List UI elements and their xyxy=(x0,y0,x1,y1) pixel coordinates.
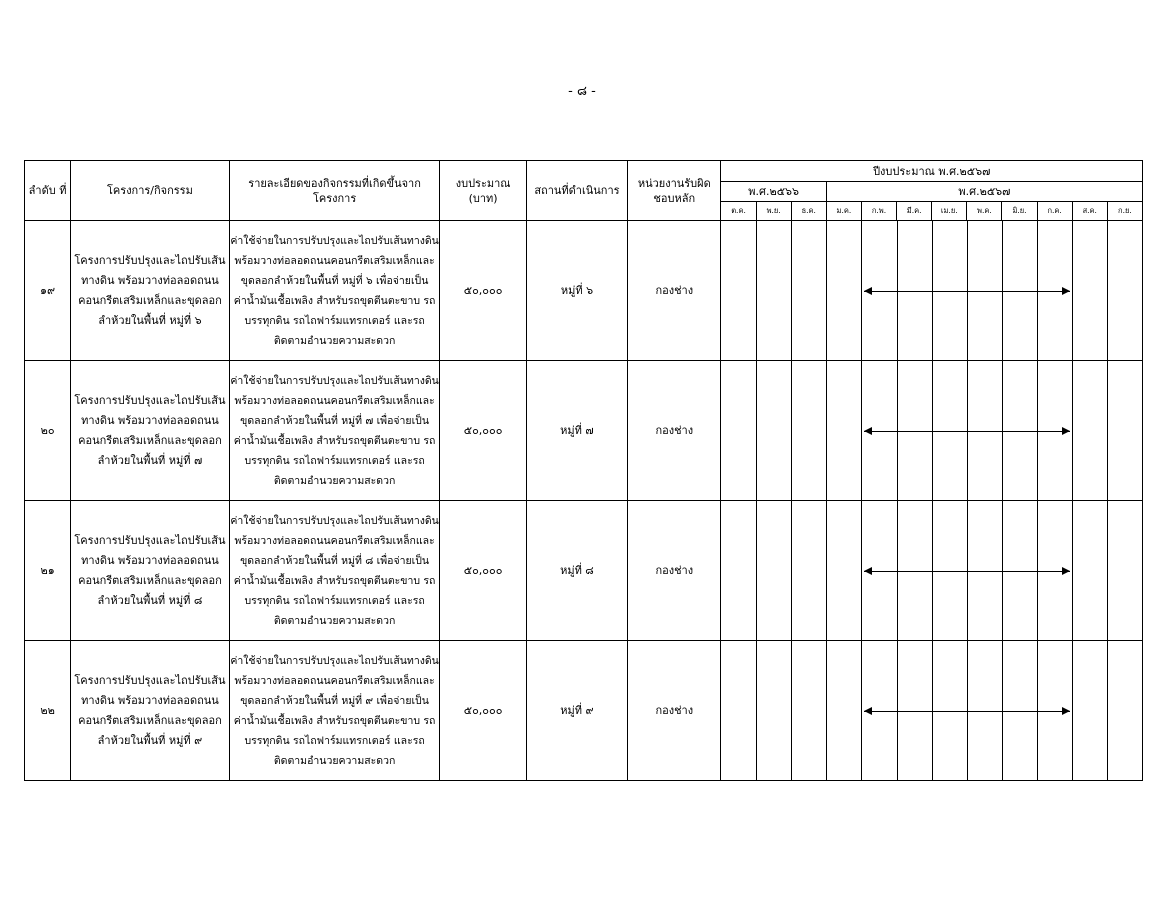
row-number: ๒๐ xyxy=(25,361,71,501)
month-header: ส.ค. xyxy=(1072,202,1107,221)
month-header: พ.ค. xyxy=(967,202,1002,221)
page-number: - ๘ - xyxy=(568,84,596,99)
month-cell xyxy=(791,221,826,361)
header-fiscal-year: ปีงบประมาณ พ.ศ.๒๕๖๗ xyxy=(721,161,1143,182)
arrow-right-icon xyxy=(1062,707,1070,715)
month-header: พ.ย. xyxy=(756,202,791,221)
project-plan-table xyxy=(24,160,1143,781)
budget-amount: ๕๐,๐๐๐ xyxy=(440,641,526,781)
project-name: โครงการปรับปรุงและไถปรับเส้นทางดิน พร้อมวางท่อลอดถนนคอนกรีตเสริมเหล็กและขุดลอกลำห้วยในพื้นที่ หมู่ที่ ๙ xyxy=(71,641,230,781)
timeline-arrow xyxy=(864,221,1070,360)
timeline-cell xyxy=(861,501,1072,641)
month-cell xyxy=(1072,221,1107,361)
arrow-left-icon xyxy=(864,567,872,575)
responsible-agency: กองช่าง xyxy=(628,641,721,781)
row-number: ๑๙ xyxy=(25,221,71,361)
month-cell xyxy=(756,641,791,781)
month-cell xyxy=(826,221,861,361)
month-cell xyxy=(1107,221,1142,361)
arrow-left-icon xyxy=(864,427,872,435)
arrow-right-icon xyxy=(1062,427,1070,435)
header-no: ลำดับ ที่ xyxy=(25,161,71,221)
arrow-right-icon xyxy=(1062,287,1070,295)
responsible-agency: กองช่าง xyxy=(628,221,721,361)
table-row xyxy=(25,361,1143,501)
arrow-left-icon xyxy=(864,287,872,295)
timeline-arrow xyxy=(864,641,1070,780)
month-header: ธ.ค. xyxy=(791,202,826,221)
arrow-right-icon xyxy=(1062,567,1070,575)
activity-detail: ค่าใช้จ่ายในการปรับปรุงและไถปรับเส้นทางดิน พร้อมวางท่อลอดถนนคอนกรีตเสริมเหล็กและขุดลอกลำห้วยในพื้นที่ หมู่ที่ ๘ เพื่อจ่ายเป็นค่าน้ำมันเชื้อเพลิง สำหรับรถขุดตีนตะขาบ รถบรรทุกดิน รถไถฟาร์มแทรกเตอร์ และรถติดตามอำนวยความสะดวก xyxy=(229,501,440,641)
month-header: ก.พ. xyxy=(861,202,896,221)
responsible-agency: กองช่าง xyxy=(628,501,721,641)
header-project: โครงการ/กิจกรรม xyxy=(71,161,230,221)
timeline-cell xyxy=(861,641,1072,781)
row-number: ๒๑ xyxy=(25,501,71,641)
arrow-line xyxy=(864,291,1070,292)
header-location: สถานที่ดำเนินการ xyxy=(526,161,627,221)
table-row xyxy=(25,221,1143,361)
responsible-agency: กองช่าง xyxy=(628,361,721,501)
location: หมู่ที่ ๘ xyxy=(526,501,627,641)
month-cell xyxy=(1107,501,1142,641)
timeline-cell xyxy=(861,221,1072,361)
month-cell xyxy=(791,641,826,781)
month-cell xyxy=(791,361,826,501)
header-year-2566: พ.ศ.๒๕๖๖ xyxy=(721,182,826,202)
month-header: มิ.ย. xyxy=(1002,202,1037,221)
header-agency: หน่วยงานรับผิดชอบหลัก xyxy=(628,161,721,221)
project-name: โครงการปรับปรุงและไถปรับเส้นทางดิน พร้อมวางท่อลอดถนนคอนกรีตเสริมเหล็กและขุดลอกลำห้วยในพื้นที่ หมู่ที่ ๗ xyxy=(71,361,230,501)
location: หมู่ที่ ๗ xyxy=(526,361,627,501)
arrow-line xyxy=(864,431,1070,432)
month-cell xyxy=(756,221,791,361)
project-name: โครงการปรับปรุงและไถปรับเส้นทางดิน พร้อมวางท่อลอดถนนคอนกรีตเสริมเหล็กและขุดลอกลำห้วยในพื้นที่ หมู่ที่ ๘ xyxy=(71,501,230,641)
table-body xyxy=(25,221,1143,781)
month-cell xyxy=(826,361,861,501)
timeline-cell xyxy=(861,361,1072,501)
row-number: ๒๒ xyxy=(25,641,71,781)
month-cell xyxy=(791,501,826,641)
budget-amount: ๕๐,๐๐๐ xyxy=(440,361,526,501)
budget-amount: ๕๐,๐๐๐ xyxy=(440,501,526,641)
month-cell xyxy=(826,641,861,781)
arrow-line xyxy=(864,571,1070,572)
month-cell xyxy=(721,501,756,641)
month-cell xyxy=(1107,361,1142,501)
month-cell xyxy=(826,501,861,641)
header-budget: งบประมาณ (บาท) xyxy=(440,161,526,221)
month-cell xyxy=(721,361,756,501)
activity-detail: ค่าใช้จ่ายในการปรับปรุงและไถปรับเส้นทางดิน พร้อมวางท่อลอดถนนคอนกรีตเสริมเหล็กและขุดลอกลำห้วยในพื้นที่ หมู่ที่ ๙ เพื่อจ่ายเป็นค่าน้ำมันเชื้อเพลิง สำหรับรถขุดตีนตะขาบ รถบรรทุกดิน รถไถฟาร์มแทรกเตอร์ และรถติดตามอำนวยความสะดวก xyxy=(229,641,440,781)
arrow-left-icon xyxy=(864,707,872,715)
location: หมู่ที่ ๙ xyxy=(526,641,627,781)
month-header: ก.ค. xyxy=(1037,202,1072,221)
timeline-arrow xyxy=(864,361,1070,500)
month-cell xyxy=(756,361,791,501)
month-cell xyxy=(721,221,756,361)
month-cell xyxy=(1072,641,1107,781)
header-detail: รายละเอียดของกิจกรรมที่เกิดขึ้นจากโครงการ xyxy=(229,161,440,221)
arrow-line xyxy=(864,711,1070,712)
timeline-arrow xyxy=(864,501,1070,640)
month-cell xyxy=(721,641,756,781)
month-header: ก.ย. xyxy=(1107,202,1142,221)
budget-amount: ๕๐,๐๐๐ xyxy=(440,221,526,361)
month-header: ม.ค. xyxy=(826,202,861,221)
activity-detail: ค่าใช้จ่ายในการปรับปรุงและไถปรับเส้นทางดิน พร้อมวางท่อลอดถนนคอนกรีตเสริมเหล็กและขุดลอกลำห้วยในพื้นที่ หมู่ที่ ๗ เพื่อจ่ายเป็นค่าน้ำมันเชื้อเพลิง สำหรับรถขุดตีนตะขาบ รถบรรทุกดิน รถไถฟาร์มแทรกเตอร์ และรถติดตามอำนวยความสะดวก xyxy=(229,361,440,501)
month-cell xyxy=(1107,641,1142,781)
activity-detail: ค่าใช้จ่ายในการปรับปรุงและไถปรับเส้นทางดิน พร้อมวางท่อลอดถนนคอนกรีตเสริมเหล็กและขุดลอกลำห้วยในพื้นที่ หมู่ที่ ๖ เพื่อจ่ายเป็นค่าน้ำมันเชื้อเพลิง สำหรับรถขุดตีนตะขาบ รถบรรทุกดิน รถไถฟาร์มแทรกเตอร์ และรถติดตามอำนวยความสะดวก xyxy=(229,221,440,361)
month-header: ต.ค. xyxy=(721,202,756,221)
month-header: มี.ค. xyxy=(897,202,932,221)
table-row xyxy=(25,641,1143,781)
location: หมู่ที่ ๖ xyxy=(526,221,627,361)
table-row xyxy=(25,501,1143,641)
project-name: โครงการปรับปรุงและไถปรับเส้นทางดิน พร้อมวางท่อลอดถนนคอนกรีตเสริมเหล็กและขุดลอกลำห้วยในพื้นที่ หมู่ที่ ๖ xyxy=(71,221,230,361)
month-cell xyxy=(1072,501,1107,641)
month-cell xyxy=(756,501,791,641)
month-header: เม.ย. xyxy=(932,202,967,221)
month-cell xyxy=(1072,361,1107,501)
header-year-2567: พ.ศ.๒๕๖๗ xyxy=(826,182,1142,202)
